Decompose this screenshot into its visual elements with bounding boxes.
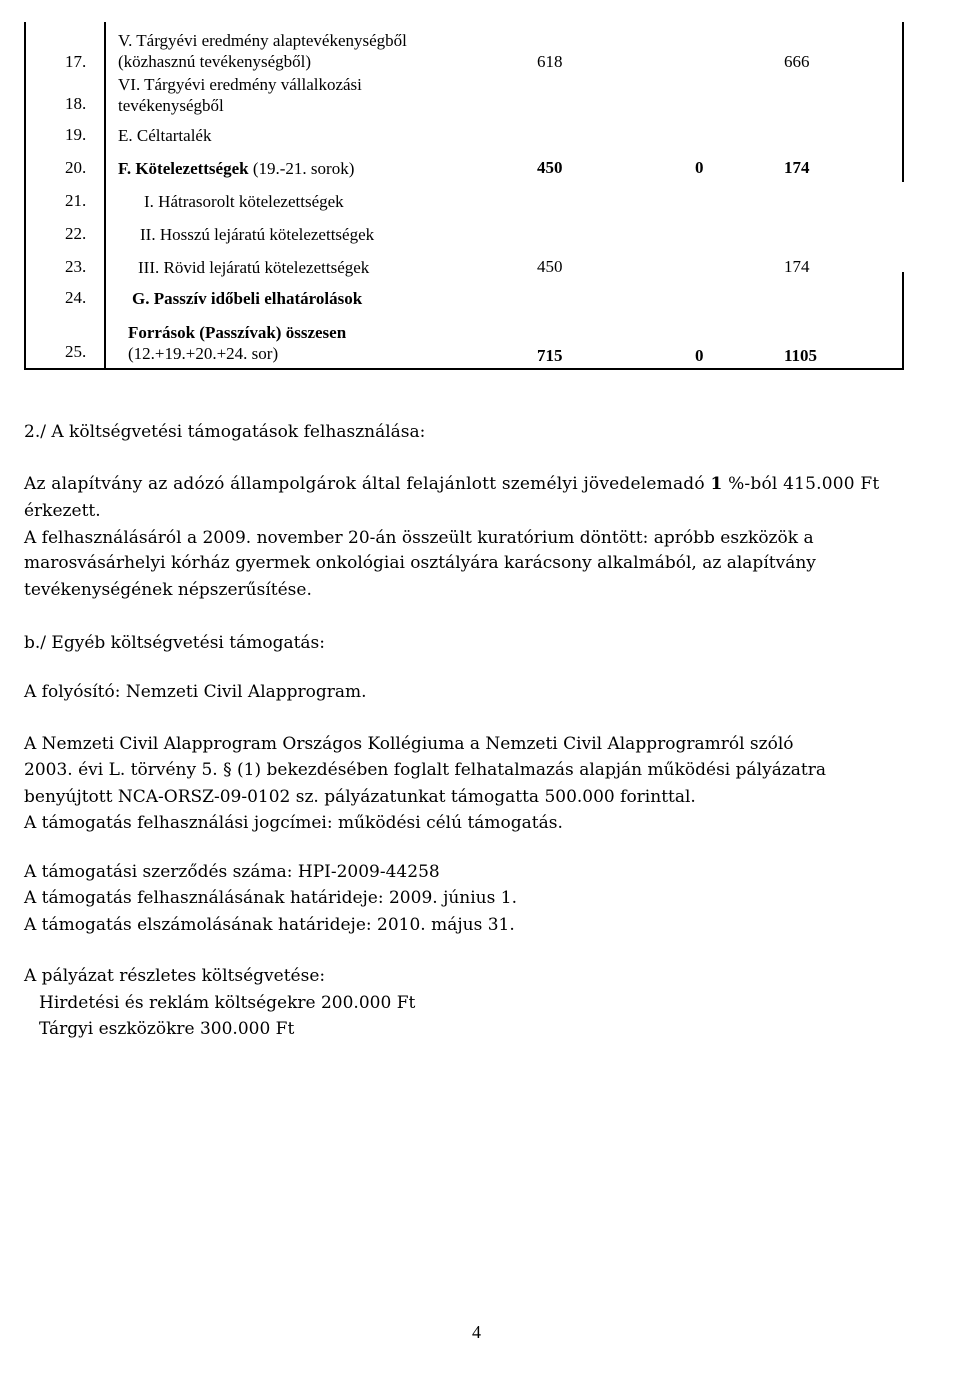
row-label: Források (Passzívak) összesen bbox=[128, 323, 347, 342]
value-cell: 0 bbox=[695, 158, 704, 177]
row-number: 23. bbox=[65, 257, 87, 276]
value-cell: 618 bbox=[537, 52, 563, 71]
row-number: 20. bbox=[65, 158, 87, 177]
row-label: V. Tárgyévi eredmény alaptevékenységből bbox=[118, 31, 407, 50]
deadline-settlement: A támogatás elszámolásának határideje: 2010. május 31. bbox=[24, 915, 515, 935]
row-label: F. Kötelezettségek bbox=[118, 159, 249, 178]
paragraph: A Nemzeti Civil Alapprogram Országos Kollégiuma a Nemzeti Civil Alapprogramról szóló bbox=[24, 734, 794, 754]
value-cell: 450 bbox=[537, 257, 563, 276]
row-label: (közhasznú tevékenységből) bbox=[118, 52, 312, 71]
contract-number: A támogatási szerződés száma: HPI-2009-44258 bbox=[24, 862, 440, 882]
row-number: 18. bbox=[65, 94, 87, 113]
row-number: 24. bbox=[65, 288, 87, 307]
value-cell: 715 bbox=[537, 346, 563, 365]
table-divider bbox=[104, 22, 106, 370]
row-number: 21. bbox=[65, 191, 87, 210]
value-cell: 0 bbox=[695, 346, 704, 365]
value-cell: 174 bbox=[784, 158, 810, 177]
row-number: 25. bbox=[65, 342, 87, 361]
budget-item: Tárgyi eszközökre 300.000 Ft bbox=[39, 1019, 295, 1039]
value-cell: 174 bbox=[784, 257, 810, 276]
table-border-bottom bbox=[24, 368, 904, 370]
budget-item: Hirdetési és reklám költségekre 200.000 Ft bbox=[39, 993, 416, 1013]
budget-title: A pályázat részletes költségvetése: bbox=[24, 966, 326, 986]
section-heading: b./ Egyéb költségvetési támogatás: bbox=[24, 633, 326, 653]
row-label: VI. Tárgyévi eredmény vállalkozási bbox=[118, 75, 362, 94]
table-border-right bbox=[902, 22, 904, 182]
row-label: (12.+19.+20.+24. sor) bbox=[128, 344, 279, 363]
value-cell: 450 bbox=[537, 158, 563, 177]
row-label: (19.-21. sorok) bbox=[248, 159, 355, 178]
value-cell: 666 bbox=[784, 52, 810, 71]
paragraph: tevékenységének népszerűsítése. bbox=[24, 580, 312, 600]
paragraph: A felhasználásáról a 2009. november 20-án összeült kuratórium döntött: apróbb eszközök a bbox=[24, 528, 814, 548]
paragraph: A folyósító: Nemzeti Civil Alapprogram. bbox=[24, 682, 367, 702]
row-number: 22. bbox=[65, 224, 87, 243]
row-number: 19. bbox=[65, 125, 87, 144]
paragraph bbox=[24, 471, 924, 498]
paragraph: 2003. évi L. törvény 5. § (1) bekezdésében foglalt felhatalmazás alapján működési pályázatra bbox=[24, 760, 827, 780]
paragraph: marosvásárhelyi kórház gyermek onkológiai osztályára karácsony alkalmából, az alapítvány bbox=[24, 553, 816, 573]
value-cell: 1105 bbox=[784, 346, 818, 365]
row-label: I. Hátrasorolt kötelezettségek bbox=[144, 192, 344, 211]
row-label: II. Hosszú lejáratú kötelezettségek bbox=[140, 225, 375, 244]
row-label: E. Céltartalék bbox=[118, 126, 212, 145]
text: %-ból 415.000 Ft bbox=[722, 474, 880, 494]
text: Az alapítvány az adózó állampolgárok által felajánlott személyi jövedelemadó bbox=[24, 474, 711, 494]
page-number: 4 bbox=[472, 1322, 481, 1342]
row-label: tevékenységből bbox=[118, 96, 224, 115]
section-heading: 2./ A költségvetési támogatások felhasználása: bbox=[24, 422, 426, 442]
balance-table bbox=[24, 22, 904, 370]
table-border-right bbox=[902, 272, 904, 370]
row-number: 17. bbox=[65, 52, 87, 71]
deadline-use: A támogatás felhasználásának határideje: 2009. június 1. bbox=[24, 888, 517, 908]
paragraph: A támogatás felhasználási jogcímei: működési célú támogatás. bbox=[24, 813, 563, 833]
paragraph: benyújtott NCA-ORSZ-09-0102 sz. pályázatunkat támogatta 500.000 forinttal. bbox=[24, 787, 696, 807]
text: 1 bbox=[710, 474, 723, 494]
table-border-left bbox=[24, 22, 26, 370]
paragraph: érkezett. bbox=[24, 501, 101, 521]
row-label: III. Rövid lejáratú kötelezettségek bbox=[138, 258, 370, 277]
row-label: G. Passzív időbeli elhatárolások bbox=[132, 289, 363, 308]
